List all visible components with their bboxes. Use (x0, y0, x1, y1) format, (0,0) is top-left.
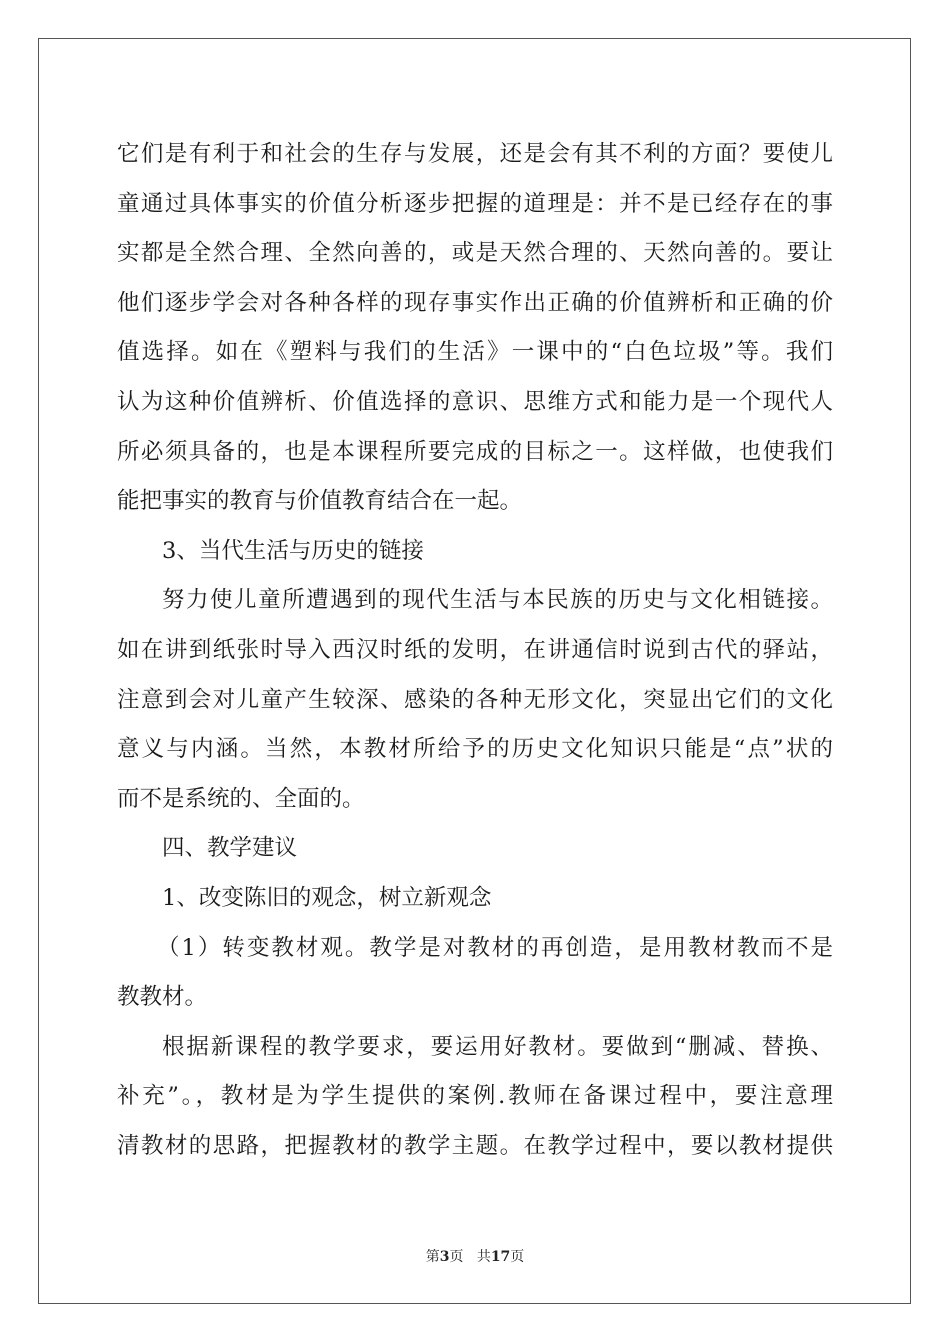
section-heading: 四、教学建议 (162, 835, 298, 862)
text-line: 教教材。 (117, 984, 208, 1011)
footer-page-suffix: 页 (449, 1249, 464, 1265)
text-line: 补充”。，教材是为学生提供的案例.教师在备课过程中，要注意理 (117, 1083, 833, 1110)
text-line: 意义与内涵。当然，本教材所给予的历史文化知识只能是“点”状的 (117, 736, 833, 763)
total-page-count: 17 (490, 1249, 511, 1265)
text-line: 努力使儿童所遭遇到的现代生活与本民族的历史与文化相链接。 (162, 587, 833, 614)
text-line: 他们逐步学会对各种各样的现存事实作出正确的价值辨析和正确的价 (117, 289, 833, 316)
section-heading: 1、改变陈旧的观念，树立新观念 (162, 884, 492, 911)
text-line: 认为这种价值辨析、价值选择的意识、思维方式和能力是一个现代人 (117, 388, 833, 415)
text-line: 童通过具体事实的价值分析逐步把握的道理是：并不是已经存在的事 (117, 190, 833, 217)
section-heading: 3、当代生活与历史的链接 (162, 537, 424, 564)
text-line: 根据新课程的教学要求，要运用好教材。要做到“删减、替换、 (162, 1033, 833, 1060)
text-line: 而不是系统的、全面的。 (117, 785, 365, 812)
text-line: 清教材的思路，把握教材的教学主题。在教学过程中，要以教材提供 (117, 1132, 833, 1159)
text-line: 它们是有利于和社会的生存与发展，还是会有其不利的方面？要使儿 (117, 141, 833, 167)
text-line: 所必须具备的，也是本课程所要完成的目标之一。这样做，也使我们 (117, 438, 833, 465)
footer-total-suffix: 页 (510, 1249, 525, 1265)
footer-total-prefix: 共 (476, 1249, 491, 1265)
document-body (117, 130, 833, 1171)
text-line: 能把事实的教育与价值教育结合在一起。 (117, 488, 523, 515)
page-footer (0, 1246, 950, 1266)
text-line: 如在讲到纸张时导入西汉时纸的发明，在讲通信时说到古代的驿站， (117, 636, 833, 663)
current-page-number: 3 (439, 1249, 450, 1265)
text-line: 注意到会对儿童产生较深、感染的各种无形文化，突显出它们的文化 (117, 686, 833, 713)
text-line: （1）转变教材观。教学是对教材的再创造，是用教材教而不是 (157, 934, 833, 961)
text-line: 值选择。如在《塑料与我们的生活》一课中的“白色垃圾”等。我们 (117, 339, 833, 366)
text-line: 实都是全然合理、全然向善的，或是天然合理的、天然向善的。要让 (117, 240, 833, 267)
footer-prefix: 第 (425, 1249, 440, 1265)
